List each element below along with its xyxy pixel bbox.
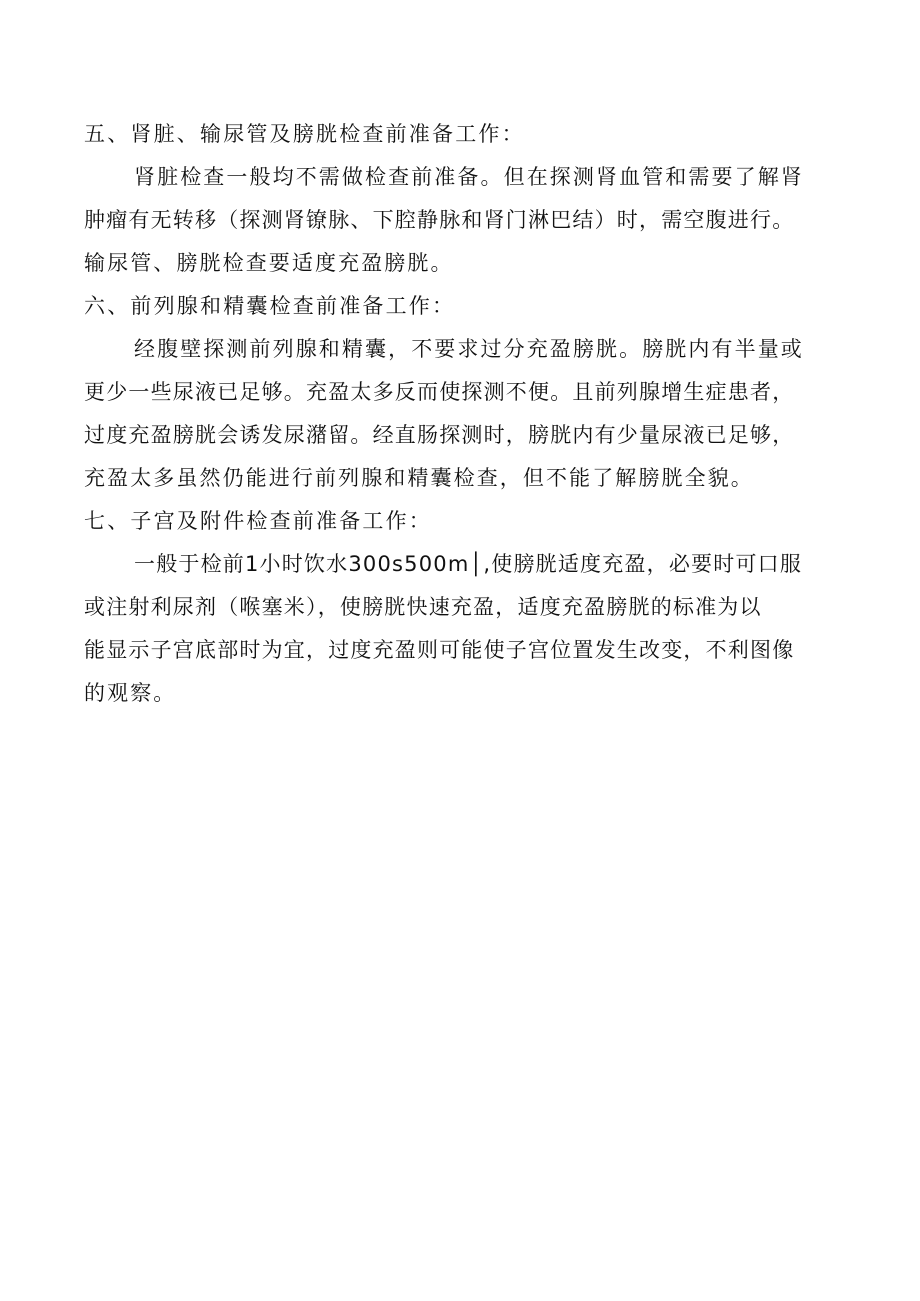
section-heading: 六、前列腺和精囊检查前准备工作： bbox=[84, 294, 456, 318]
paragraph-line: 肾脏检查一般均不需做检查前准备。但在探测肾血管和需要了解肾 bbox=[134, 165, 804, 189]
paragraph-line: 输尿管、膀胱检查要适度充盈膀胱。 bbox=[84, 251, 454, 275]
paragraph-line: 更少一些尿液已足够。充盈太多反而使探测不便。且前列腺增生症患者， bbox=[84, 380, 795, 404]
paragraph-line: 充盈太多虽然仍能进行前列腺和精囊检查，但不能了解膀胱全貌。 bbox=[84, 466, 754, 490]
paragraph-line: 的观察。 bbox=[84, 681, 177, 705]
section-uterus-adnexa bbox=[84, 500, 874, 715]
paragraph-line: 一般于检前1小时饮水300s500m│,使膀胱适度充盈，必要时可口服 bbox=[134, 552, 803, 576]
paragraph-line: 肿瘤有无转移（探测肾镣脉、下腔静脉和肾门淋巴结）时，需空腹进行。 bbox=[84, 208, 795, 232]
section-kidney-ureter-bladder bbox=[84, 113, 874, 285]
paragraph-line: 或注射利尿剂（喉塞米），使膀胱快速充盈，适度充盈膀胱的标准为以 bbox=[84, 595, 762, 619]
document-page bbox=[84, 113, 874, 715]
paragraph-line: 过度充盈膀胱会诱发尿潴留。经直肠探测时，膀胱内有少量尿液已足够， bbox=[84, 423, 795, 447]
paragraph-line: 经腹壁探测前列腺和精囊，不要求过分充盈膀胱。膀胱内有半量或 bbox=[134, 337, 804, 361]
section-heading: 七、子宫及附件检查前准备工作： bbox=[84, 509, 432, 533]
section-prostate-seminal-vesicle bbox=[84, 285, 874, 500]
section-heading: 五、肾脏、输尿管及膀胱检查前准备工作： bbox=[84, 122, 525, 146]
paragraph-line: 能显示子宫底部时为宜，过度充盈则可能使子宫位置发生改变，不利图像 bbox=[84, 638, 795, 662]
